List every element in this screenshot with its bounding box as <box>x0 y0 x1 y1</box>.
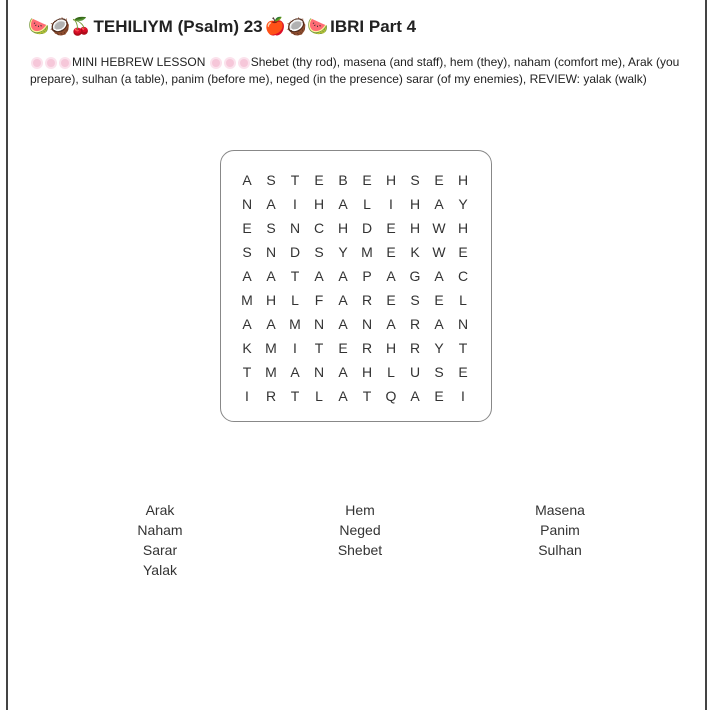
grid-letter: H <box>313 196 325 212</box>
lesson-label: MINI HEBREW LESSON <box>72 55 206 69</box>
grid-letter: A <box>242 268 252 284</box>
grid-letter: L <box>387 364 395 380</box>
grid-letter: C <box>313 220 325 236</box>
grid-letter: D <box>361 220 373 236</box>
flower-icon <box>212 59 220 67</box>
grid-letter: R <box>361 340 373 356</box>
grid-letter: W <box>432 244 446 260</box>
grid-letter: N <box>361 316 373 332</box>
grid-letter: H <box>385 172 397 188</box>
grid-letter: I <box>461 388 465 404</box>
flower-icon <box>47 59 55 67</box>
grid-letter: R <box>409 316 421 332</box>
grid-letter: H <box>457 172 469 188</box>
grid-letter: R <box>265 388 277 404</box>
grid-letter: N <box>457 316 469 332</box>
grid-letter: E <box>386 244 396 260</box>
watermelon-icon: 🍉 <box>306 17 329 36</box>
grid-letter: A <box>266 268 276 284</box>
word-list-item: Sulhan <box>538 542 582 558</box>
grid-letter: N <box>313 316 325 332</box>
grid-letter: A <box>410 388 420 404</box>
grid-letter: Y <box>458 196 468 212</box>
grid-letter: A <box>290 364 300 380</box>
flower-icon <box>61 59 69 67</box>
grid-letter: M <box>241 292 253 308</box>
grid-letter: H <box>457 220 469 236</box>
flower-icon <box>240 59 248 67</box>
grid-letter: D <box>289 244 301 260</box>
grid-letter: H <box>361 364 373 380</box>
grid-letter: U <box>409 364 421 380</box>
grid-letter: A <box>314 268 324 284</box>
grid-letter: E <box>242 220 252 236</box>
lesson-text: Shebet (thy rod), masena (and staff), hem (they), naham (comfort me), Arak (you prepare), sulhan (a table), panim (before me), neged (in the presence) sarar (of my enemies), REVIEW: yalak (walk) <box>30 55 680 86</box>
grid-letter: A <box>242 172 252 188</box>
flower-icon <box>33 59 41 67</box>
grid-letter: A <box>434 316 444 332</box>
word-list-item: Hem <box>345 502 375 518</box>
grid-letter: Y <box>338 244 348 260</box>
grid-letter: A <box>338 316 348 332</box>
coconut-icon: 🥥 <box>49 17 71 36</box>
letter-grid <box>235 168 475 408</box>
grid-letter: E <box>434 388 444 404</box>
grid-letter: H <box>385 340 397 356</box>
grid-letter: B <box>338 172 348 188</box>
page-title <box>28 14 418 40</box>
word-list-item: Panim <box>540 522 580 538</box>
grid-letter: A <box>338 364 348 380</box>
grid-letter: K <box>410 244 420 260</box>
word-list <box>60 500 660 580</box>
grid-letter: I <box>389 196 393 212</box>
grid-letter: A <box>338 388 348 404</box>
grid-letter: R <box>361 292 373 308</box>
grid-letter: Y <box>434 340 444 356</box>
grid-letter: T <box>290 268 300 284</box>
page-edge-right <box>705 0 707 710</box>
coconut-icon: 🥥 <box>285 17 307 36</box>
grid-letter: Q <box>385 388 397 404</box>
grid-letter: A <box>338 268 348 284</box>
grid-letter: I <box>293 340 297 356</box>
grid-letter: M <box>265 340 277 356</box>
grid-letter: N <box>265 244 277 260</box>
grid-letter: N <box>313 364 325 380</box>
grid-letter: A <box>386 316 396 332</box>
word-list-item: Arak <box>145 502 175 518</box>
grid-letter: S <box>266 172 276 188</box>
grid-letter: S <box>410 172 420 188</box>
grid-letter: I <box>245 388 249 404</box>
page-edge-left <box>6 0 8 710</box>
grid-letter: E <box>314 172 324 188</box>
cherries-icon: 🍒 <box>70 17 92 36</box>
word-search-grid <box>220 150 492 422</box>
grid-letter: E <box>458 364 468 380</box>
grid-letter: A <box>242 316 252 332</box>
grid-letter: A <box>338 292 348 308</box>
grid-letter: M <box>361 244 373 260</box>
word-list-item: Shebet <box>337 542 383 558</box>
word-list-item: Neged <box>339 522 381 538</box>
grid-letter: C <box>457 268 469 284</box>
apple-icon: 🍎 <box>264 17 286 36</box>
grid-letter: E <box>362 172 372 188</box>
subtitle-text: IBRI Part 4 <box>330 17 417 36</box>
grid-letter: T <box>290 172 300 188</box>
flower-icon <box>226 59 234 67</box>
grid-letter: A <box>434 196 444 212</box>
grid-letter: E <box>434 292 444 308</box>
grid-letter: H <box>409 220 421 236</box>
word-list-item: Yalak <box>143 562 177 578</box>
grid-letter: A <box>266 316 276 332</box>
grid-letter: A <box>338 196 348 212</box>
grid-letter: L <box>363 196 371 212</box>
word-list-item: Masena <box>535 502 585 518</box>
grid-letter: G <box>409 268 421 284</box>
grid-letter: T <box>290 388 300 404</box>
grid-letter: A <box>266 196 276 212</box>
grid-letter: S <box>410 292 420 308</box>
grid-letter: E <box>338 340 348 356</box>
grid-letter: L <box>315 388 323 404</box>
grid-letter: S <box>434 364 444 380</box>
grid-letter: A <box>434 268 444 284</box>
grid-letter: E <box>386 220 396 236</box>
grid-letter: E <box>386 292 396 308</box>
grid-letter: S <box>266 220 276 236</box>
lesson-paragraph <box>30 54 690 88</box>
watermelon-icon: 🍉 <box>28 17 50 36</box>
grid-letter: N <box>241 196 253 212</box>
grid-letter: F <box>314 292 324 308</box>
grid-letter: M <box>265 364 277 380</box>
grid-letter: N <box>289 220 301 236</box>
grid-letter: H <box>337 220 349 236</box>
grid-letter: M <box>289 316 301 332</box>
grid-letter: L <box>459 292 467 308</box>
grid-letter: I <box>293 196 297 212</box>
grid-letter: T <box>362 388 372 404</box>
grid-letter: H <box>265 292 277 308</box>
grid-letter: P <box>362 268 372 284</box>
grid-letter: R <box>409 340 421 356</box>
grid-letter: H <box>409 196 421 212</box>
grid-letter: T <box>458 340 468 356</box>
grid-letter: S <box>314 244 324 260</box>
grid-letter: E <box>458 244 468 260</box>
grid-letter: S <box>242 244 252 260</box>
grid-letter: L <box>291 292 299 308</box>
word-list-item: Sarar <box>142 542 178 558</box>
title-text: TEHILIYM (Psalm) 23 <box>93 17 263 36</box>
grid-letter: T <box>314 340 324 356</box>
word-list-item: Naham <box>137 522 183 538</box>
grid-letter: A <box>386 268 396 284</box>
grid-letter: E <box>434 172 444 188</box>
grid-letter: K <box>242 340 252 356</box>
grid-letter: T <box>242 364 252 380</box>
grid-letter: W <box>432 220 446 236</box>
